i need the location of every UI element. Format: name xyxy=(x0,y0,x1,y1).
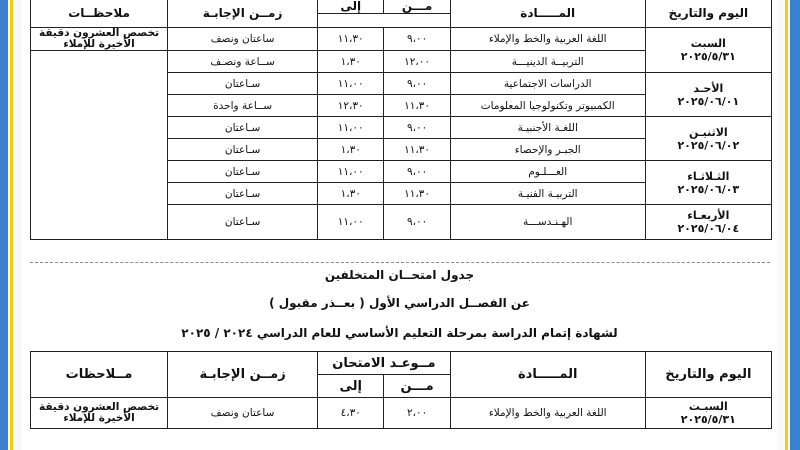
date-label: ٢٠٢٥/٥/٣١ xyxy=(680,413,736,426)
day-cell xyxy=(645,205,771,240)
date-label: ٢٠٢٥/٠٦/٠٢ xyxy=(677,138,740,152)
border-right xyxy=(790,0,800,450)
header-day-date: اليوم والتاريخ xyxy=(645,0,771,28)
day-label: الأربعـاء xyxy=(687,209,730,222)
day-label: الثـلاثـاء xyxy=(687,169,730,183)
duration-cell: ســاعة واحدة xyxy=(168,95,318,117)
duration-cell: سـاعتان xyxy=(168,73,318,95)
header-exam-time: مــوعـد الامتحان xyxy=(318,352,451,375)
duration-cell: سـاعتان xyxy=(168,139,318,161)
header-subject: المـــــادة xyxy=(450,0,645,28)
to-cell: ١١،٠٠ xyxy=(318,117,384,139)
table-header-row xyxy=(31,0,772,14)
duration-cell: سـاعتان xyxy=(168,205,318,240)
table-row xyxy=(31,28,772,51)
day-cell xyxy=(645,73,771,117)
subject-cell: التربيـة الفنيـة xyxy=(450,183,645,205)
header-notes: مــلاحظات xyxy=(31,352,168,398)
header-duration: زمــن الإجابـة xyxy=(168,352,318,398)
subject-cell: الهـنـدســـة xyxy=(450,205,645,240)
border-right-accent xyxy=(785,0,788,450)
from-cell: ٩،٠٠ xyxy=(384,73,450,95)
duration-cell: ســاعة ونصـف xyxy=(168,51,318,73)
table-row xyxy=(31,398,772,429)
to-cell: ١١،٠٠ xyxy=(318,161,384,183)
from-cell: ٩،٠٠ xyxy=(384,161,450,183)
subject-cell: اللغة العربية والخط والإملاء xyxy=(450,398,645,429)
duration-cell: ساعتان ونصف xyxy=(168,398,318,429)
subject-cell: اللغـة الأجنبيـة xyxy=(450,117,645,139)
header-duration: زمــن الإجابـة xyxy=(168,0,318,28)
section-title: جدول امتحــان المتخلفين xyxy=(324,268,475,282)
date-label: ٢٠٢٥/٠٦/٠١ xyxy=(677,94,740,108)
from-cell: ١١،٣٠ xyxy=(384,139,450,161)
to-cell: ١٢،٣٠ xyxy=(318,95,384,117)
header-from: مـــن xyxy=(384,0,450,14)
header-notes: ملاحظــات xyxy=(31,0,168,28)
header-spacer xyxy=(318,14,451,28)
day-label: السبـت xyxy=(688,400,728,413)
day-cell xyxy=(645,117,771,161)
to-cell: ١١،٠٠ xyxy=(318,205,384,240)
header-subject: المـــــادة xyxy=(450,352,645,398)
from-cell: ١١،٣٠ xyxy=(384,95,450,117)
section-divider xyxy=(30,262,770,263)
table-header-row xyxy=(31,352,772,375)
from-cell: ٢،٠٠ xyxy=(384,398,450,429)
notes-cell-empty xyxy=(31,51,168,240)
day-label: السبت xyxy=(690,37,726,50)
date-label: ٢٠٢٥/٠٦/٠٣ xyxy=(677,182,740,196)
to-cell: ١،٣٠ xyxy=(318,51,384,73)
subject-cell: العـــلـوم xyxy=(450,161,645,183)
header-day-date: اليوم والتاريخ xyxy=(645,352,771,398)
day-label: الأحـد xyxy=(693,81,724,95)
notes-cell: تخصص العشرون دقيقة الأخيرة للإملاء xyxy=(31,398,168,429)
to-cell: ١١،٣٠ xyxy=(318,28,384,51)
border-left xyxy=(0,0,8,450)
subject-cell: الجبـر والإحصاء xyxy=(450,139,645,161)
header-to: إلى xyxy=(318,375,384,398)
header-to: إلى xyxy=(318,0,384,14)
duration-cell: سـاعتان xyxy=(168,117,318,139)
to-cell: ١،٣٠ xyxy=(318,139,384,161)
to-cell: ٤،٣٠ xyxy=(318,398,384,429)
from-cell: ٩،٠٠ xyxy=(384,205,450,240)
subject-cell: الدراسات الاجتماعية xyxy=(450,73,645,95)
duration-cell: سـاعتان xyxy=(168,161,318,183)
date-label: ٢٠٢٥/٥/٣١ xyxy=(680,50,736,63)
subject-cell: الكمبيوتر وتكنولوجيا المعلومات xyxy=(450,95,645,117)
subject-cell: اللغة العربية والخط والإملاء xyxy=(450,28,645,51)
from-cell: ١٢،٠٠ xyxy=(384,51,450,73)
to-cell: ١،٣٠ xyxy=(318,183,384,205)
section-subtitle-2: لشهادة إتمام الدراسة بمرحلة التعليم الأساسي للعام الدراسي ٢٠٢٤ / ٢٠٢٥ xyxy=(181,326,618,340)
notes-cell: تخصص العشرون دقيقة الأخيرة للإملاء xyxy=(31,28,168,51)
to-cell: ١١،٠٠ xyxy=(318,73,384,95)
makeup-exam-table xyxy=(30,351,772,429)
day-cell xyxy=(645,161,771,205)
exam-schedule-table xyxy=(30,0,772,240)
subject-cell: التربيــة الدينيـــة xyxy=(450,51,645,73)
border-left-accent xyxy=(10,0,13,450)
from-cell: ١١،٣٠ xyxy=(384,183,450,205)
from-cell: ٩،٠٠ xyxy=(384,117,450,139)
duration-cell: ساعتان ونصف xyxy=(168,28,318,51)
duration-cell: سـاعتان xyxy=(168,183,318,205)
date-label: ٢٠٢٥/٠٦/٠٤ xyxy=(677,222,740,235)
header-from: مـــن xyxy=(384,375,450,398)
day-cell xyxy=(645,398,771,429)
day-cell xyxy=(645,28,771,73)
day-label: الاثنيـن xyxy=(688,125,728,139)
section-subtitle: عن الفصــل الدراسي الأول ( بعــذر مقبول ) xyxy=(269,296,530,310)
from-cell: ٩،٠٠ xyxy=(384,28,450,51)
